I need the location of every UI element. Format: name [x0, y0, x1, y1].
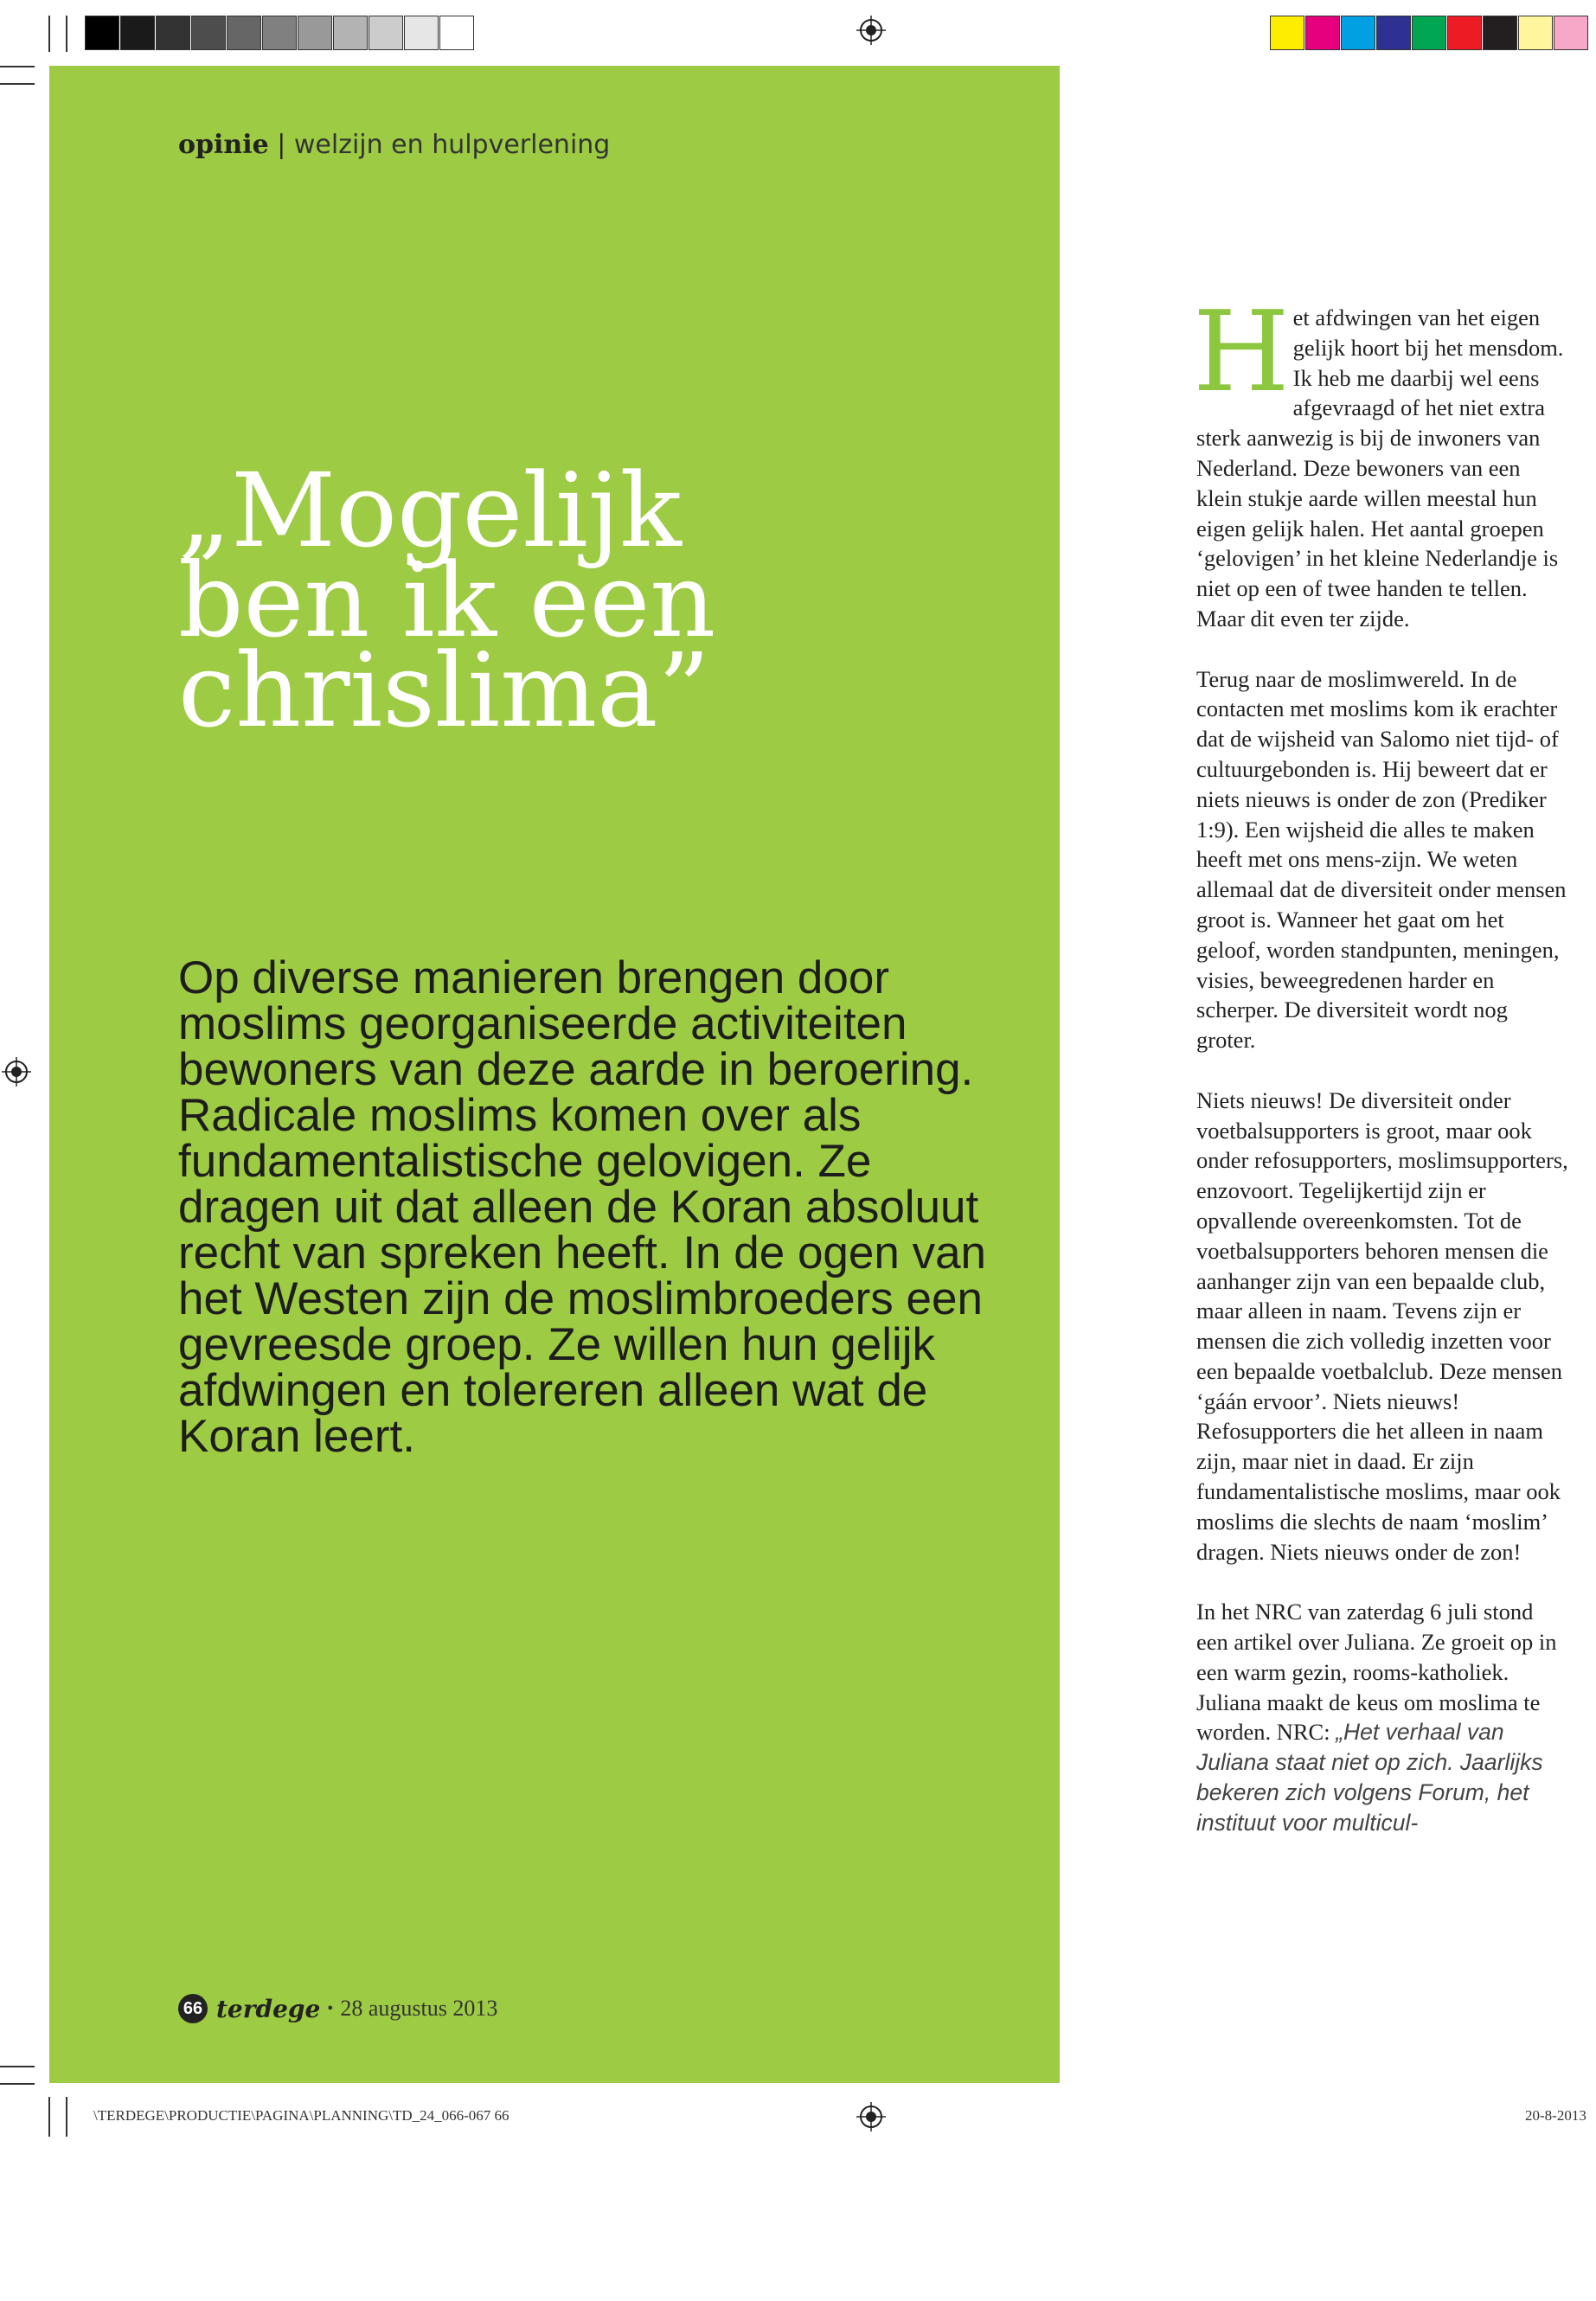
registration-mark-icon: [2, 1057, 31, 1086]
color-swatch: [1554, 16, 1588, 50]
print-slug-path: \TERDEGE\PRODUCTIE\PAGINA\PLANNING\TD_24_066-067 66: [93, 2107, 510, 2124]
color-swatch: [120, 16, 155, 50]
page-footer: [178, 1991, 497, 2026]
section-label: opinie: [178, 130, 269, 160]
crop-mark: [48, 16, 50, 52]
body-paragraph: Terug naar de moslimwereld. In de contacten met moslims kom ik erachter dat de wijsheid van Salomo niet tijd- of cultuurgebonden is. Hij beweert dat er niets nieuws is onder de zon (Prediker 1:9). Een wijsheid die alles te maken heeft met ons mens-zijn. We weten allemaal dat de diversiteit onder mensen groot is. Wanneer het gaat om het geloof, worden standpunten, meningen, visies, beweegredenen harder en scherper. De diversiteit wordt nog groter.: [1196, 665, 1567, 1054]
crop-mark: [66, 2097, 67, 2137]
color-swatch: [1376, 16, 1411, 50]
crop-mark: [66, 16, 67, 52]
color-swatch: [369, 16, 403, 50]
color-calibration-bar: [1270, 16, 1589, 50]
color-swatch: [156, 16, 190, 50]
issue-date: 28 augustus 2013: [340, 1996, 498, 2021]
brand-logo: terdege: [216, 1994, 321, 2023]
color-swatch: [404, 16, 439, 50]
page-number: 66: [178, 1994, 208, 2023]
section-kicker: [178, 130, 610, 160]
color-swatch: [227, 16, 261, 50]
color-swatch: [85, 16, 119, 50]
crop-mark: [0, 2066, 35, 2067]
body-paragraph: In het NRC van zaterdag 6 juli stond een artikel over Juliana. Ze groeit op in een warm gezin, rooms-katholiek. Juliana maakt de keus om moslima te worden. NRC: „Het verhaal van Juliana staat niet op zich. Jaarlijks bekeren zich volgens Forum, het instituut voor multicul-: [1196, 1599, 1557, 1836]
color-swatch: [333, 16, 368, 50]
gray-calibration-bar: [85, 16, 475, 50]
color-swatch: [262, 16, 297, 50]
drop-cap: H: [1193, 288, 1290, 417]
body-paragraph: Het afdwingen van het eigen gelijk hoort bij het mensdom. Ik heb me daarbij wel eens afgevraagd of het niet extra sterk aanwezig is bij de inwoners van Nederland. Deze bewoners van een klein stukje aarde willen meestal hun eigen gelijk halen. Het aantal groepen ‘gelovigen’ in het kleine Nederlandje is niet op een of twee handen te tellen. Maar dit even ter zijde.: [1193, 288, 1564, 631]
article-body: [1193, 288, 1568, 1868]
print-slug-date: 20-8-2013: [1525, 2107, 1586, 2124]
crop-mark: [0, 2083, 35, 2085]
color-swatch: [1412, 16, 1446, 50]
lead-paragraph: Op diverse manieren brengen door moslims georganiseerde activiteiten bewoners van deze aarde in beroering. Radicale moslims komen over als fundamentalistische gelovigen. Ze dragen uit dat alleen de Koran absoluut recht van spreken heeft. In de ogen van het Westen zijn de moslimbroeders een gevreesde groep. Ze willen hun gelijk afdwingen en tolereren alleen wat de Koran leert.: [178, 952, 987, 1462]
body-paragraph: Niets nieuws! De diversiteit onder voetbalsupporters is groot, maar ook onder refosupporters, moslimsupporters, enzovoort. Tegelijkertijd zijn er opvallende overeenkomsten. Tot de voetbalsupporters behoren mensen die aanhanger zijn van een bepaalde club, maar alleen in naam. Tevens zijn er mensen die zich volledig inzetten voor een bepaalde voetbalclub. Deze mensen ‘gáán ervoor’. Niets nieuws! Refosupporters die het alleen in naam zijn, maar niet in daad. Er zijn fundamentalistische moslims, maar ook moslims die slechts de naam ‘moslim’ dragen. Niets nieuws onder de zon!: [1196, 1086, 1568, 1565]
kicker-separator: |: [277, 130, 286, 160]
crop-mark: [0, 66, 35, 67]
category-label: welzijn en hulpverlening: [293, 130, 611, 160]
color-swatch: [1341, 16, 1375, 50]
color-swatch: [439, 16, 474, 50]
registration-mark-icon: [856, 2102, 886, 2131]
crop-mark: [0, 83, 35, 85]
bullet: •: [327, 1998, 334, 2018]
color-swatch: [191, 16, 226, 50]
crop-mark: [48, 2097, 50, 2137]
nrc-quote: „Het verhaal van Juliana staat niet op zich. Jaarlijks bekeren zich volgens Forum, het instituut voor multicul-: [1196, 1719, 1543, 1836]
color-swatch: [1483, 16, 1517, 50]
color-swatch: [1305, 16, 1340, 50]
registration-mark-icon: [856, 16, 886, 45]
headline: „Mogelijk ben ik een chrislima”: [178, 451, 716, 750]
color-swatch: [1270, 16, 1304, 50]
color-swatch: [1447, 16, 1482, 50]
color-swatch: [298, 16, 332, 50]
color-swatch: [1518, 16, 1553, 50]
